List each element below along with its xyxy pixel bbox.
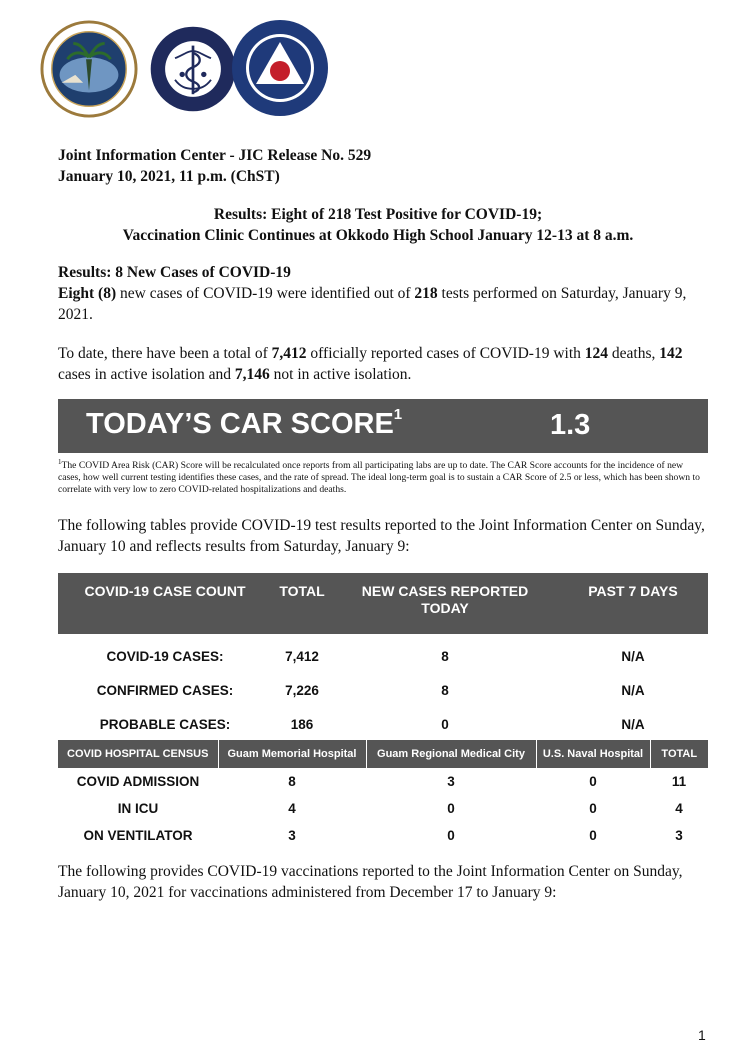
release-date: January 10, 2021, 11 p.m. (ChST) [58,168,280,185]
headline-line-1: Results: Eight of 218 Test Positive for COVID-19; [213,206,543,223]
car-footnote: $^1$The COVID Area Risk (CAR) Score will be recalculated once reports from all participating labs are up to date. The CAR Score accounts for the incidence of new cases, how well current testing identifies these cases, and the rate of spread. The ideal long-term goal is to sustain a CAR Score of 2.5 or less, which has been shown to correlate with very low to zero COVID-related hospitalizations and deaths. [58,458,700,496]
case-table-header-cell: TOTAL [272,573,332,634]
page-number: 1 [698,1027,706,1043]
car-score-banner [58,399,708,453]
table-row: PROBABLE CASES: 186 0 N/A [99,716,645,732]
release-header [58,145,371,187]
case-count-table [58,573,708,741]
results-section [58,262,708,325]
vaccination-intro: The following provides COVID-19 vaccinations reported to the Joint Information Center on Sunday, January 10, 2021 for vaccinations administered from December 17 to January 9: [58,863,683,901]
case-table-header-cell: COVID-19 CASE COUNT [58,573,272,634]
headline [58,204,698,246]
case-table-header-cell: PAST 7 DAYS [558,573,708,634]
release-number: Joint Information Center - JIC Release No. 529 [58,147,372,164]
census-table-header-cell: TOTAL [650,740,708,768]
results-paragraph-1: Eight (8) new cases of COVID-19 were identified out of 218 tests performed on Saturday, January 9, 2021. [58,285,687,323]
table-row: CONFIRMED CASES: 7,226 8 N/A [96,682,645,698]
table-row: COVID-19 CASES: 7,412 8 N/A [106,648,645,664]
public-health-seal-logo [148,20,238,118]
census-table-header-cell: U.S. Naval Hospital [536,740,650,768]
table-row: ON VENTILATOR 3 0 0 3 [83,828,683,843]
results-heading: Results: 8 New Cases of COVID-19 [58,264,291,281]
census-table-header-cell: Guam Memorial Hospital [218,740,366,768]
case-table-header [58,573,708,634]
hospital-census-table [58,740,708,849]
deaths-count: 124 [584,345,609,362]
census-table-header [58,740,708,768]
not-active-count: 7,146 [234,366,270,383]
results-paragraph-2: To date, there have been a total of 7,412 officially reported cases of COVID-19 with 124 deaths, 142 cases in active isolation and 7,146 not in active isolation. [58,345,683,383]
table-row: IN ICU 4 0 0 4 [117,801,683,816]
census-table-header-cell: COVID HOSPITAL CENSUS [58,740,218,768]
tests-performed: 218 [414,285,438,302]
active-isolation-count: 142 [659,345,683,362]
governors-seal-logo [40,20,138,118]
car-score-value: 1.3 [550,409,591,441]
tables-intro: The following tables provide COVID-19 test results reported to the Joint Information Center on Sunday, January 10 and reflects results from Saturday, January 9: [58,517,705,555]
headline-line-2: Vaccination Clinic Continues at Okkodo High School January 12-13 at 8 a.m. [122,227,634,244]
car-score-label: TODAY’S CAR SCORE$^1$ [86,406,403,440]
civil-defense-circle [270,61,290,81]
case-table-header-cell: NEW CASES REPORTED TODAY [332,573,558,634]
civil-defense-seal-logo [230,18,330,118]
table-row: COVID ADMISSION 8 3 0 11 [76,774,687,789]
new-case-count: Eight (8) [58,285,117,302]
census-table-header-cell: Guam Regional Medical City [366,740,536,768]
total-cases: 7,412 [271,345,307,362]
